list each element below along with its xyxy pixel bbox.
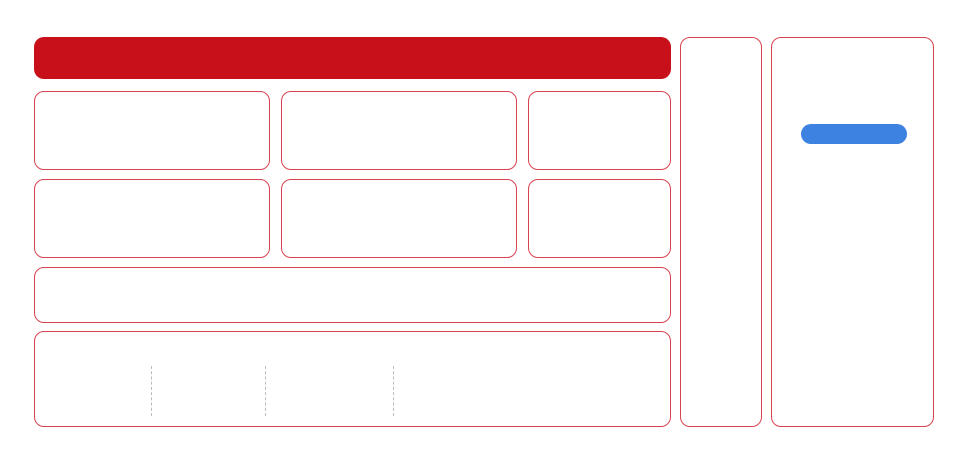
- cloud-service-box: [34, 179, 270, 258]
- monitor-box: [281, 179, 517, 258]
- ranking-header: [801, 124, 907, 144]
- network-pool: [165, 366, 257, 372]
- divider: [265, 366, 266, 416]
- auto-ops-box: [34, 91, 270, 170]
- unified-portal-bar: [34, 37, 671, 79]
- resource-pool: [405, 366, 665, 372]
- divider: [393, 366, 394, 416]
- user-interface-box: [528, 91, 671, 170]
- api-box: [281, 91, 517, 170]
- resource-mgmt-box: [34, 267, 671, 323]
- ranking-image: [786, 124, 920, 412]
- storage-pool: [275, 366, 367, 368]
- cloud-pool-box: [34, 331, 671, 427]
- bmp-box: [528, 179, 671, 258]
- divider: [151, 366, 152, 416]
- security-box: [680, 37, 762, 427]
- compute-pool: [53, 366, 145, 372]
